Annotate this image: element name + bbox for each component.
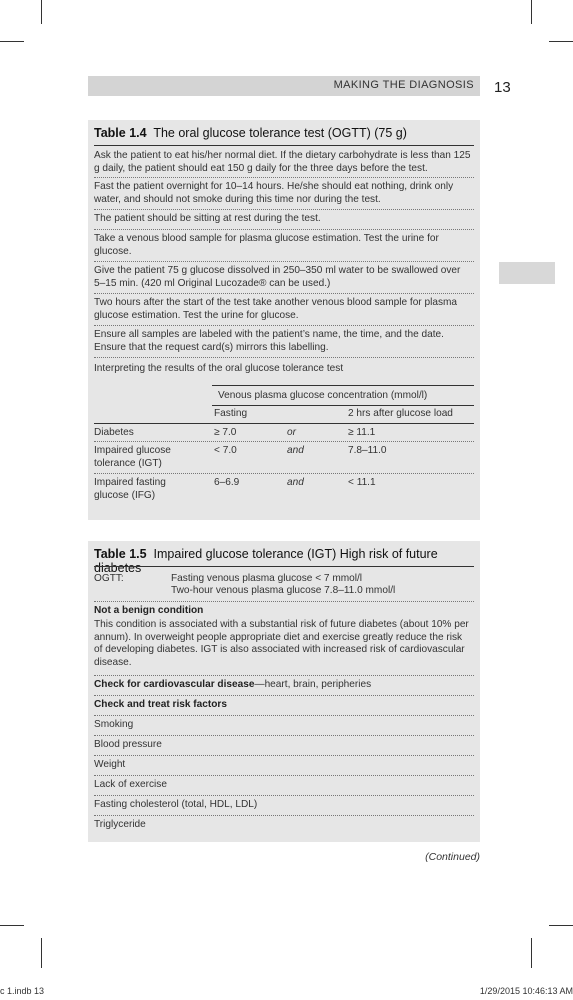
thumb-tab <box>499 262 555 284</box>
divider <box>94 735 474 736</box>
running-header-bar <box>88 76 480 96</box>
print-slug-timestamp: 1/29/2015 10:46:13 AM <box>479 986 573 996</box>
risk-factor: Lack of exercise <box>94 779 167 790</box>
divider <box>94 357 474 358</box>
divider <box>94 695 474 696</box>
cvd-check-bold: Check for cardiovascular disease <box>94 679 255 690</box>
divider <box>94 775 474 776</box>
crop-mark <box>41 0 42 24</box>
crop-mark <box>41 938 42 968</box>
crop-mark <box>531 938 532 968</box>
ogtt-label: OGTT: <box>94 573 124 584</box>
benign-text: This condition is associated with a substantial risk of future diabetes (about 10% per annum). In overweight people appropriate diet and exercise greatly reduce the risk of developing diabetes. IGT is also associated with increased risk of cardiovascular disease. <box>94 619 469 668</box>
crop-mark <box>549 41 573 42</box>
risk-factor: Smoking <box>94 719 134 730</box>
risk-factor: Triglyceride <box>94 819 146 830</box>
table-1-5 <box>88 541 480 842</box>
row-conj: and <box>287 477 304 488</box>
row-conj: or <box>287 427 296 438</box>
table-title-text: Impaired glucose tolerance (IGT) High risk of future diabetes <box>94 547 438 575</box>
title-rule <box>94 145 474 146</box>
header-rule <box>94 423 474 424</box>
continued-note: (Continued) <box>425 851 480 863</box>
risk-factor: Fasting cholesterol (total, HDL, LDL) <box>94 799 258 810</box>
divider <box>94 473 474 474</box>
row-fasting: < 7.0 <box>214 445 237 456</box>
divider <box>94 261 474 262</box>
divider <box>94 325 474 326</box>
divider <box>94 177 474 178</box>
step-4: Take a venous blood sample for plasma glucose estimation. Test the urine for glucose. <box>94 233 439 257</box>
step-1: Ask the patient to eat his/her normal diet. If the dietary carbohydrate is less than 125 g daily, the patient should eat 150 g daily for the three days before the test. <box>94 150 471 174</box>
ogtt-line-2: Two-hour venous plasma glucose 7.8–11.0 mmol/l <box>171 585 396 596</box>
step-6: Two hours after the start of the test take another venous blood sample for plasma glucose estimation. Test the urine for glucose. <box>94 297 458 321</box>
crop-mark <box>0 41 24 42</box>
print-slug-file: c 1.indb 13 <box>0 986 45 996</box>
divider <box>94 441 474 442</box>
row-fasting: 6–6.9 <box>214 477 240 488</box>
row-label: Impaired glucose tolerance (IGT) <box>94 445 171 469</box>
row-2hr: < 11.1 <box>348 477 376 488</box>
divider <box>94 755 474 756</box>
subheader-rule <box>212 405 474 406</box>
crop-mark <box>531 0 532 24</box>
col-2hr: 2 hrs after glucose load <box>348 408 453 419</box>
step-2: Fast the patient overnight for 10–14 hours. He/she should eat nothing, drink only water, and should not smoke during this time nor during the test. <box>94 181 454 205</box>
cvd-check-rest: —heart, brain, peripheries <box>254 679 372 690</box>
page-number: 13 <box>494 79 511 96</box>
table-title <box>94 126 407 140</box>
step-7: Ensure all samples are labeled with the patient’s name, the time, and the date. Ensure that the request card(s) mirrors this labelling. <box>94 329 444 353</box>
running-title: MAKING THE DIAGNOSIS <box>333 79 474 91</box>
benign-heading: Not a benign condition <box>94 605 204 616</box>
crop-mark <box>549 925 573 926</box>
table-label: Table 1.4 <box>94 126 147 140</box>
risk-factor: Weight <box>94 759 126 770</box>
divider <box>94 601 474 602</box>
divider <box>94 715 474 716</box>
ogtt-line-1: Fasting venous plasma glucose < 7 mmol/l <box>171 573 363 584</box>
row-fasting: ≥ 7.0 <box>214 427 237 438</box>
row-label: Diabetes <box>94 427 134 438</box>
crop-mark <box>0 925 24 926</box>
step-5: Give the patient 75 g glucose dissolved in 250–350 ml water to be swallowed over 5–15 min. (420 ml Original Lucozade® can be used.) <box>94 265 461 289</box>
cvd-check <box>94 679 472 692</box>
step-3: The patient should be sitting at rest during the test. <box>94 213 321 224</box>
row-label: Impaired fasting glucose (IFG) <box>94 477 166 501</box>
divider <box>94 675 474 676</box>
table-title <box>94 547 480 575</box>
row-conj: and <box>287 445 304 456</box>
table-title-text: The oral glucose tolerance test (OGTT) (75 g) <box>153 126 407 140</box>
interpret-heading: Interpreting the results of the oral glucose tolerance test <box>94 363 344 374</box>
col-fasting: Fasting <box>214 408 248 419</box>
row-2hr: 7.8–11.0 <box>348 445 387 456</box>
title-rule <box>94 566 474 567</box>
group-rule <box>212 385 474 386</box>
risk-heading: Check and treat risk factors <box>94 699 227 710</box>
row-2hr: ≥ 11.1 <box>348 427 376 438</box>
table-1-4 <box>88 120 480 520</box>
divider <box>94 293 474 294</box>
divider <box>94 229 474 230</box>
divider <box>94 795 474 796</box>
divider <box>94 209 474 210</box>
group-header: Venous plasma glucose concentration (mmol/l) <box>218 390 428 401</box>
risk-factor: Blood pressure <box>94 739 162 750</box>
table-label: Table 1.5 <box>94 547 147 561</box>
divider <box>94 815 474 816</box>
